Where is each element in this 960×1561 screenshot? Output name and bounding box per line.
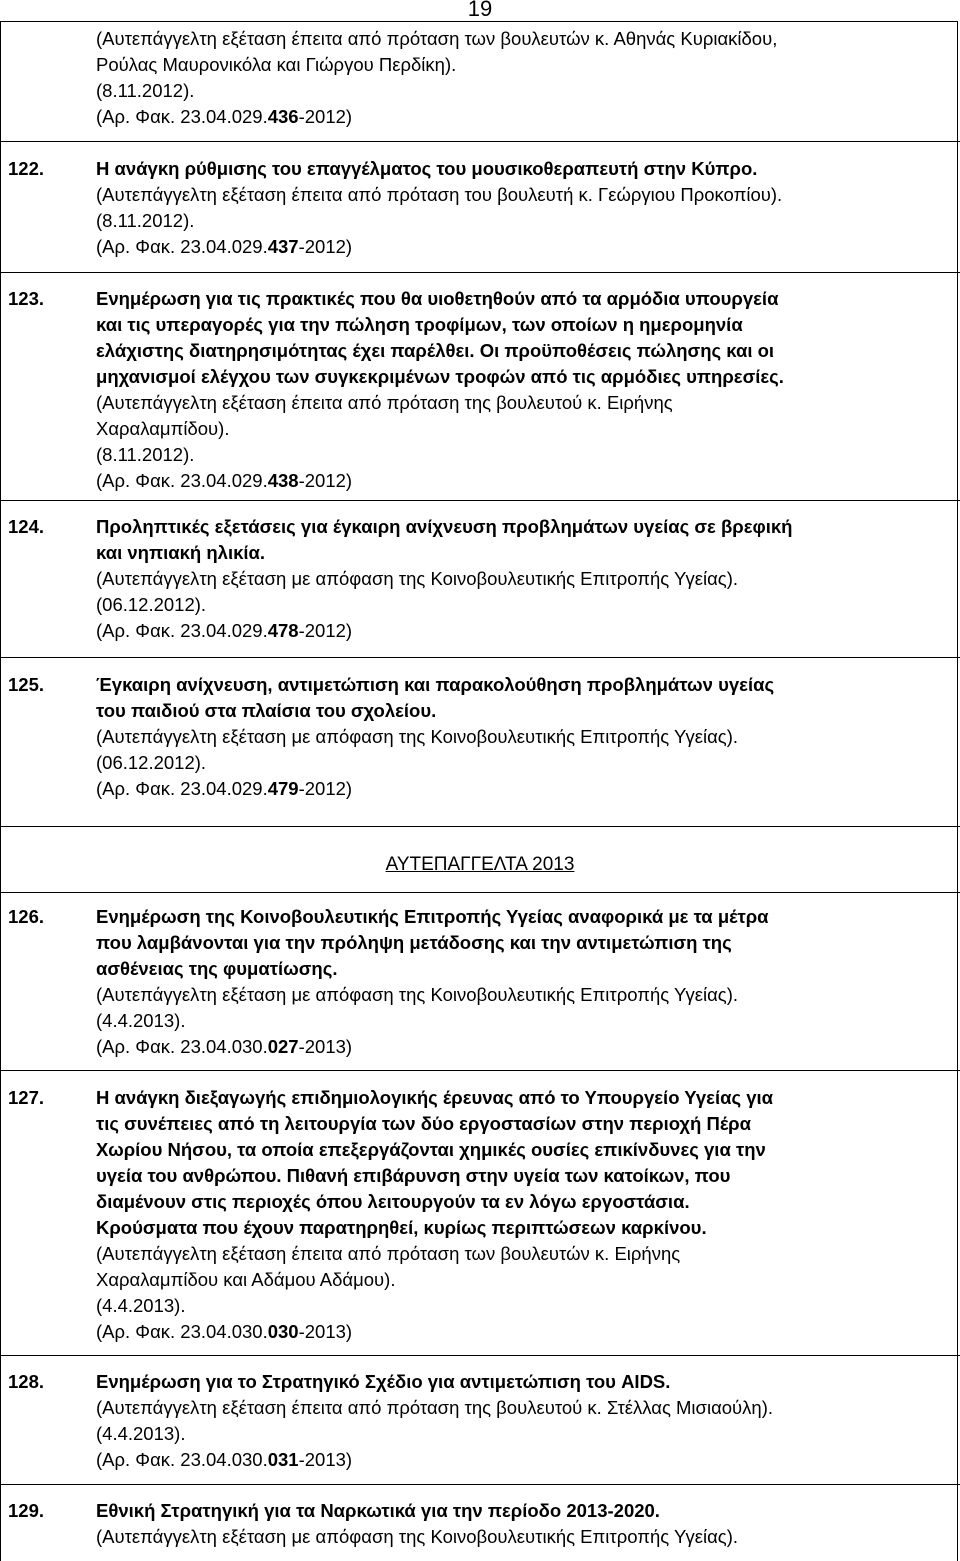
- item-number: 129.: [8, 1500, 45, 1521]
- section-divider: [0, 826, 960, 827]
- section-divider: [0, 500, 960, 501]
- item-date: (06.12.2012).: [96, 752, 207, 773]
- item-title-line: τις συνέπειες από τη λειτουργία των δύο εργοστασίων στην περιοχή Πέρα: [96, 1113, 751, 1134]
- file-suffix: -2012): [298, 106, 353, 127]
- item-title-line: Προληπτικές εξετάσεις για έγκαιρη ανίχνευση προβλημάτων υγείας σε βρεφική: [96, 516, 793, 537]
- section-divider: [0, 1355, 960, 1356]
- item-source-line: (Αυτεπάγγελτη εξέταση με απόφαση της Κοινοβουλευτικής Επιτροπής Υγείας).: [96, 984, 738, 1005]
- item-number: 127.: [8, 1087, 45, 1108]
- item-file-reference: [96, 1447, 352, 1473]
- item-source-line: (Αυτεπάγγελτη εξέταση με απόφαση της Κοινοβουλευτικής Επιτροπής Υγείας).: [96, 1526, 738, 1547]
- file-suffix: -2012): [298, 470, 353, 491]
- file-prefix: (Αρ. Φακ. 23.04.029.: [96, 106, 268, 127]
- item-file-reference: [96, 104, 352, 130]
- item-title-line: Εθνική Στρατηγική για τα Ναρκωτικά για την περίοδο 2013-2020.: [96, 1500, 660, 1521]
- file-number: 437: [267, 236, 299, 257]
- item-title-line: Χωρίου Νήσου, τα οποία επεξεργάζονται χημικές ουσίες επικίνδυνες για την: [96, 1139, 766, 1160]
- item-title-line: υγεία του ανθρώπου. Πιθανή επιβάρυνση στην υγεία των κατοίκων, που: [96, 1165, 731, 1186]
- file-number: 438: [267, 470, 299, 491]
- item-date: (8.11.2012).: [96, 80, 195, 101]
- file-number: 436: [267, 106, 299, 127]
- item-file-reference: [96, 234, 352, 260]
- item-title-line: Κρούσματα που έχουν παρατηρηθεί, κυρίως περιπτώσεων καρκίνου.: [96, 1217, 707, 1238]
- item-source-line: (Αυτεπάγγελτη εξέταση έπειτα από πρόταση των βουλευτών κ. Ειρήνης: [96, 1243, 681, 1264]
- item-title-line: μηχανισμοί ελέγχου των συγκεκριμένων τροφών από τις αρμόδιες υπηρεσίες.: [96, 366, 784, 387]
- file-prefix: (Αρ. Φακ. 23.04.030.: [96, 1036, 268, 1057]
- file-prefix: (Αρ. Φακ. 23.04.029.: [96, 620, 268, 641]
- item-title-line: Η ανάγκη διεξαγωγής επιδημιολογικής έρευνας από το Υπουργείο Υγείας για: [96, 1087, 774, 1108]
- item-source-line: (Αυτεπάγγελτη εξέταση έπειτα από πρόταση των βουλευτών κ. Αθηνάς Κυριακίδου,: [96, 28, 778, 49]
- item-number: 128.: [8, 1371, 45, 1392]
- item-title-line: Ενημέρωση για το Στρατηγικό Σχέδιο για αντιμετώπιση του AIDS.: [96, 1371, 671, 1392]
- item-file-reference: [96, 468, 352, 494]
- file-suffix: -2013): [298, 1036, 353, 1057]
- item-title-line: που λαμβάνονται για την πρόληψη μετάδοσης και την αντιμετώπιση της: [96, 932, 732, 953]
- item-number: 124.: [8, 516, 45, 537]
- file-suffix: -2013): [298, 1449, 353, 1470]
- item-number: 123.: [8, 288, 45, 309]
- item-source-line: Ρούλας Μαυρονικόλα και Γιώργου Περδίκη).: [96, 54, 457, 75]
- item-source-line: (Αυτεπάγγελτη εξέταση με απόφαση της Κοινοβουλευτικής Επιτροπής Υγείας).: [96, 726, 738, 747]
- item-date: (4.4.2013).: [96, 1010, 186, 1031]
- item-number: 126.: [8, 906, 45, 927]
- section-divider: [0, 892, 960, 893]
- file-prefix: (Αρ. Φακ. 23.04.030.: [96, 1449, 268, 1470]
- item-title-line: Ενημέρωση της Κοινοβουλευτικής Επιτροπής Υγείας αναφορικά με τα μέτρα: [96, 906, 769, 927]
- section-divider: [0, 272, 960, 273]
- section-divider: [0, 1070, 960, 1071]
- item-source-line: (Αυτεπάγγελτη εξέταση έπειτα από πρόταση της βουλευτού κ. Ειρήνης: [96, 392, 673, 413]
- file-prefix: (Αρ. Φακ. 23.04.029.: [96, 470, 268, 491]
- item-number: 125.: [8, 674, 45, 695]
- item-source-line: (Αυτεπάγγελτη εξέταση με απόφαση της Κοινοβουλευτικής Επιτροπής Υγείας).: [96, 568, 738, 589]
- file-prefix: (Αρ. Φακ. 23.04.029.: [96, 236, 268, 257]
- item-date: (8.11.2012).: [96, 444, 195, 465]
- item-title-line: και τις υπεραγορές για την πώληση τροφίμων, των οποίων η ημερομηνία: [96, 314, 743, 335]
- item-title-line: και νηπιακή ηλικία.: [96, 542, 266, 563]
- file-number: 031: [267, 1449, 299, 1470]
- item-file-reference: [96, 1034, 352, 1060]
- section-divider: [0, 141, 960, 142]
- file-suffix: -2012): [298, 236, 353, 257]
- item-title-line: ασθένειας της φυματίωσης.: [96, 958, 338, 979]
- item-source-line: Χαραλαμπίδου).: [96, 418, 230, 439]
- item-title-line: του παιδιού στα πλαίσια του σχολείου.: [96, 700, 437, 721]
- item-number: 122.: [8, 158, 45, 179]
- section-divider: [0, 657, 960, 658]
- file-suffix: -2013): [298, 1321, 353, 1342]
- item-date: (4.4.2013).: [96, 1423, 186, 1444]
- item-file-reference: [96, 776, 352, 802]
- file-number: 027: [267, 1036, 299, 1057]
- section-divider: [0, 1484, 960, 1485]
- item-source-line: Χαραλαμπίδου και Αδάμου Αδάμου).: [96, 1269, 396, 1290]
- item-title-line: ελάχιστης διατηρησιμότητας έχει παρέλθει. Οι προϋποθέσεις πώλησης και οι: [96, 340, 775, 361]
- file-prefix: (Αρ. Φακ. 23.04.029.: [96, 778, 268, 799]
- file-number: 030: [267, 1321, 299, 1342]
- file-suffix: -2012): [298, 778, 353, 799]
- item-title-line: Έγκαιρη ανίχνευση, αντιμετώπιση και παρακολούθηση προβλημάτων υγείας: [96, 674, 775, 695]
- item-date: (4.4.2013).: [96, 1295, 186, 1316]
- page-number: 19: [467, 0, 493, 21]
- item-source-line: (Αυτεπάγγελτη εξέταση έπειτα από πρόταση του βουλευτή κ. Γεώργιου Προκοπίου).: [96, 184, 783, 205]
- item-title-line: Ενημέρωση για τις πρακτικές που θα υιοθετηθούν από τα αρμόδια υπουργεία: [96, 288, 779, 309]
- section-heading: ΑΥΤΕΠΑΓΓΕΛΤΑ 2013: [385, 854, 575, 875]
- item-file-reference: [96, 1319, 352, 1345]
- item-date: (8.11.2012).: [96, 210, 195, 231]
- file-number: 479: [267, 778, 299, 799]
- item-date: (06.12.2012).: [96, 594, 207, 615]
- file-number: 478: [267, 620, 299, 641]
- item-title-line: διαμένουν στις περιοχές όπου λειτουργούν τα εν λόγω εργοστάσια.: [96, 1191, 690, 1212]
- file-suffix: -2012): [298, 620, 353, 641]
- item-source-line: (Αυτεπάγγελτη εξέταση έπειτα από πρόταση της βουλευτού κ. Στέλλας Μισιαούλη).: [96, 1397, 774, 1418]
- item-file-reference: [96, 618, 352, 644]
- file-prefix: (Αρ. Φακ. 23.04.030.: [96, 1321, 268, 1342]
- item-title-line: Η ανάγκη ρύθμισης του επαγγέλματος του μουσικοθεραπευτή στην Κύπρο.: [96, 158, 758, 179]
